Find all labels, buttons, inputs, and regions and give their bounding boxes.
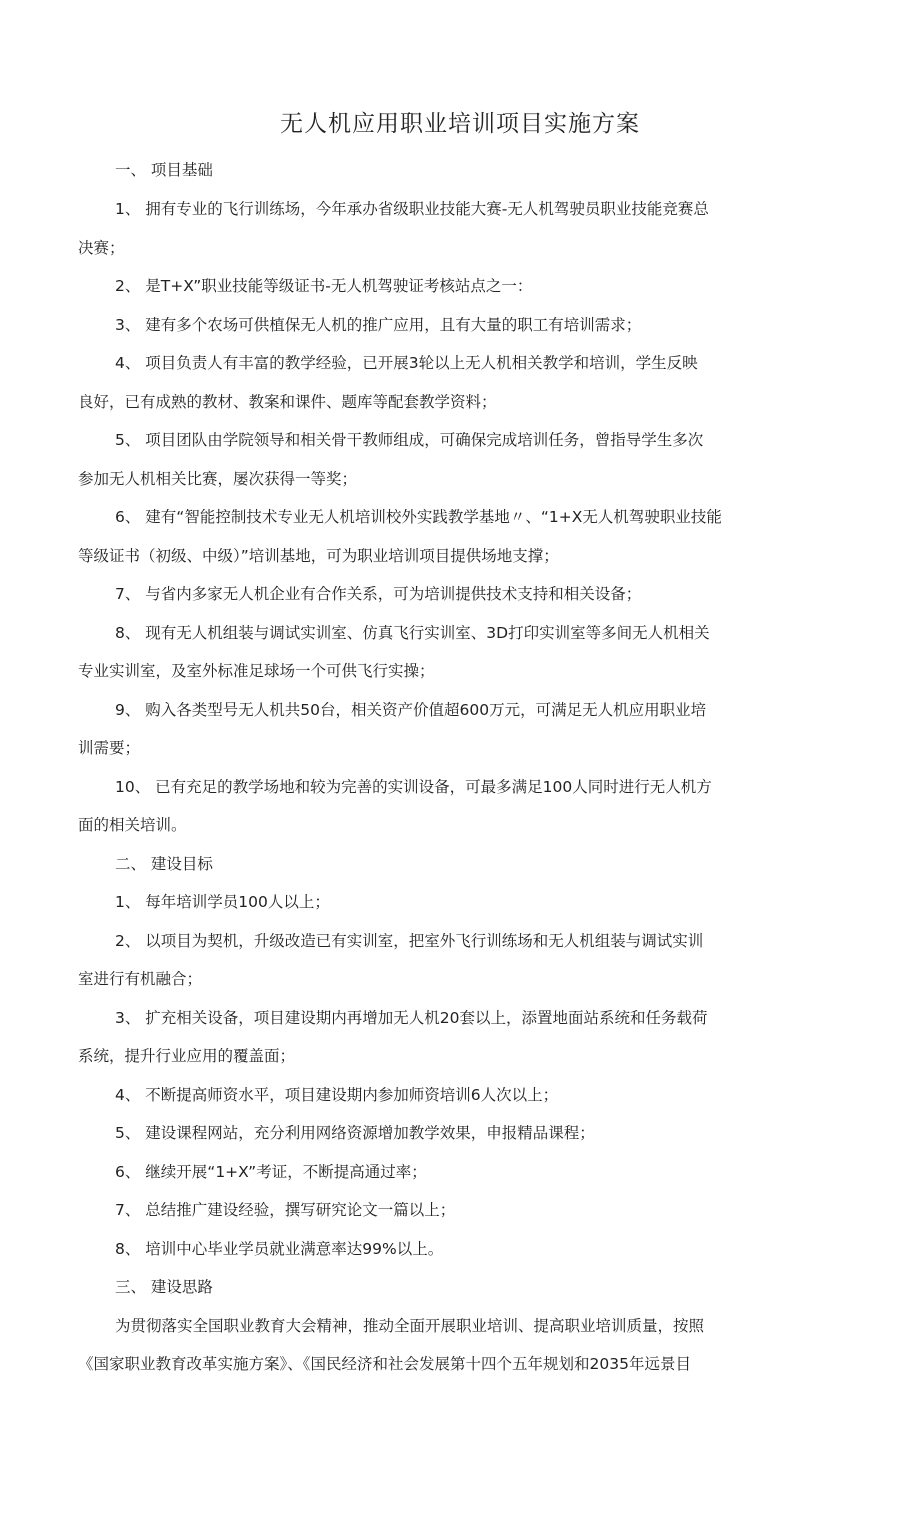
paragraph-line: 8、 现有无人机组装与调试实训室、仿真飞行实训室、3D打印实训室等多间无人机相关: [115, 624, 710, 642]
paragraph-line: 5、 建设课程网站，充分利用网络资源增加教学效果，申报精品课程；: [115, 1124, 595, 1142]
paragraph-line: 系统，提升行业应用的覆盖面；: [78, 1047, 296, 1065]
paragraph-line: 6、 继续开展“1+X”考证，不断提高通过率；: [115, 1163, 427, 1181]
paragraph-line: 4、 项目负责人有丰富的教学经验，已开展3轮以上无人机相关教学和培训，学生反映: [115, 354, 698, 372]
paragraph-line: 决赛；: [78, 239, 125, 257]
paragraph-line: 7、 总结推广建设经验，撰写研究论文一篇以上；: [115, 1201, 456, 1219]
paragraph-line: 专业实训室，及室外标准足球场一个可供飞行实操；: [78, 662, 435, 680]
paragraph-line: 良好，已有成熟的教材、教案和课件、题库等配套教学资料；: [78, 393, 497, 411]
paragraph-line: 2、 是T+X”职业技能等级证书-无人机驾驶证考核站点之一：: [115, 277, 533, 295]
paragraph-line: 8、 培训中心毕业学员就业满意率达99%以上。: [115, 1240, 444, 1258]
paragraph-line: 面的相关培训。: [78, 816, 187, 834]
paragraph-line: 3、 扩充相关设备，项目建设期内再增加无人机20套以上，添置地面站系统和任务载荷: [115, 1009, 708, 1027]
paragraph-line: 3、 建有多个农场可供植保无人机的推广应用，且有大量的职工有培训需求；: [115, 316, 642, 334]
paragraph-line: 5、 项目团队由学院领导和相关骨干教师组成，可确保完成培训任务，曾指导学生多次: [115, 431, 704, 449]
paragraph-line: 等级证书（初级、中级）”培训基地，可为职业培训项目提供场地支撑；: [78, 547, 559, 565]
paragraph-line: 1、 每年培训学员100人以上；: [115, 893, 330, 911]
section-heading: 一、 项目基础: [115, 161, 213, 179]
paragraph-line: 7、 与省内多家无人机企业有合作关系，可为培训提供技术支持和相关设备；: [115, 585, 642, 603]
paragraph-line: 10、 已有充足的教学场地和较为完善的实训设备，可最多满足100人同时进行无人机方: [115, 778, 712, 796]
paragraph-line: 《国家职业教育改革实施方案》、《国民经济和社会发展第十四个五年规划和2035年远景目: [78, 1355, 691, 1373]
paragraph-line: 4、 不断提高师资水平，项目建设期内参加师资培训6人次以上；: [115, 1086, 559, 1104]
document-title: 无人机应用职业培训项目实施方案: [280, 111, 640, 137]
paragraph-line: 1、 拥有专业的飞行训练场，今年承办省级职业技能大赛-无人机驾驶员职业技能竞赛总: [115, 200, 709, 218]
paragraph-line: 参加无人机相关比赛，屡次获得一等奖；: [78, 470, 358, 488]
section-heading: 二、 建设目标: [115, 855, 213, 873]
paragraph-line: 为贯彻落实全国职业教育大会精神，推动全面开展职业培训、提高职业培训质量，按照: [115, 1317, 705, 1335]
paragraph-line: 室进行有机融合；: [78, 970, 203, 988]
paragraph-line: 9、 购入各类型号无人机共50台，相关资产价值超600万元，可满足无人机应用职业培: [115, 701, 707, 719]
paragraph-line: 2、 以项目为契机，升级改造已有实训室，把室外飞行训练场和无人机组装与调试实训: [115, 932, 704, 950]
paragraph-line: 训需要；: [78, 739, 141, 757]
paragraph-line: 6、 建有“智能控制技术专业无人机培训校外实践教学基地〃、“1+X无人机驾驶职业技能: [115, 508, 722, 526]
section-heading: 三、 建设思路: [115, 1278, 213, 1296]
